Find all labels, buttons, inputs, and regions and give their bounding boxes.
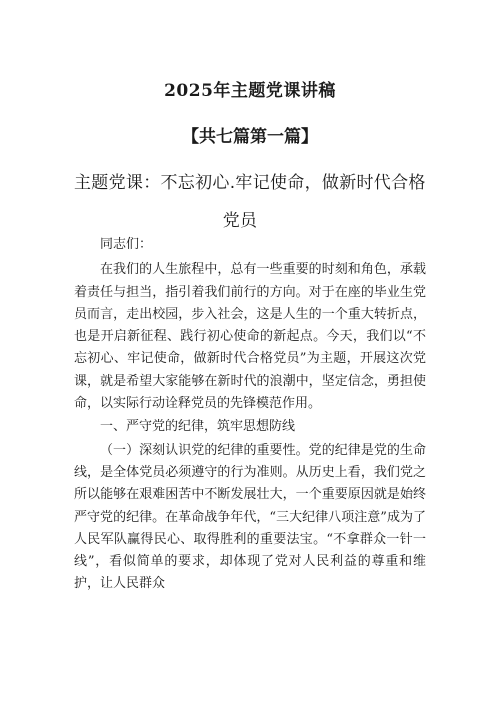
lesson-heading-line2: 党员 [222,211,258,231]
body-text [74,234,426,596]
section-paragraph: （一）深刻认识党的纪律的重要性。党的纪律是党的生命线，是全体党员必须遵守的行为准则。从历史上看，我们党之所以能够在艰难困苦中不断发展壮大，一个重要原因就是始终严守党的纪律。在革命战争年代，“三大纪律八项注意”成为了人民军队赢得民心、取得胜利的重要法宝。“不拿群众一针一线”，看似简单的要求，却体现了党对人民利益的尊重和维护，让人民群众 [74,442,426,592]
document-title: 2025年主题党课讲稿 [164,81,336,101]
greeting: 同志们： [100,237,153,252]
section-heading: 一、严守党的纪律，筑牢思想防线 [100,419,296,435]
document-subtitle: 【共七篇第一篇】 [182,127,318,147]
lesson-heading [74,164,434,240]
lesson-heading-line1: 主题党课：不忘初心.牢记使命，做新时代合格 [74,173,426,193]
intro-paragraph: 在我们的人生旅程中，总有一些重要的时刻和角色，承载着责任与担当，指引着我们前行的方向。对于在座的毕业生党员而言，走出校园，步入社会，这是人生的一个重大转折点，也是开启新征程、践行初心使命的新起点。今天，我们以“不忘初心、牢记使命，做新时代合格党员”为主题，开展这次党课，就是希望大家能够在新时代的浪潮中，坚定信念，勇担使命，以实际行动诠释党员的先锋模范作用。 [74,262,426,412]
